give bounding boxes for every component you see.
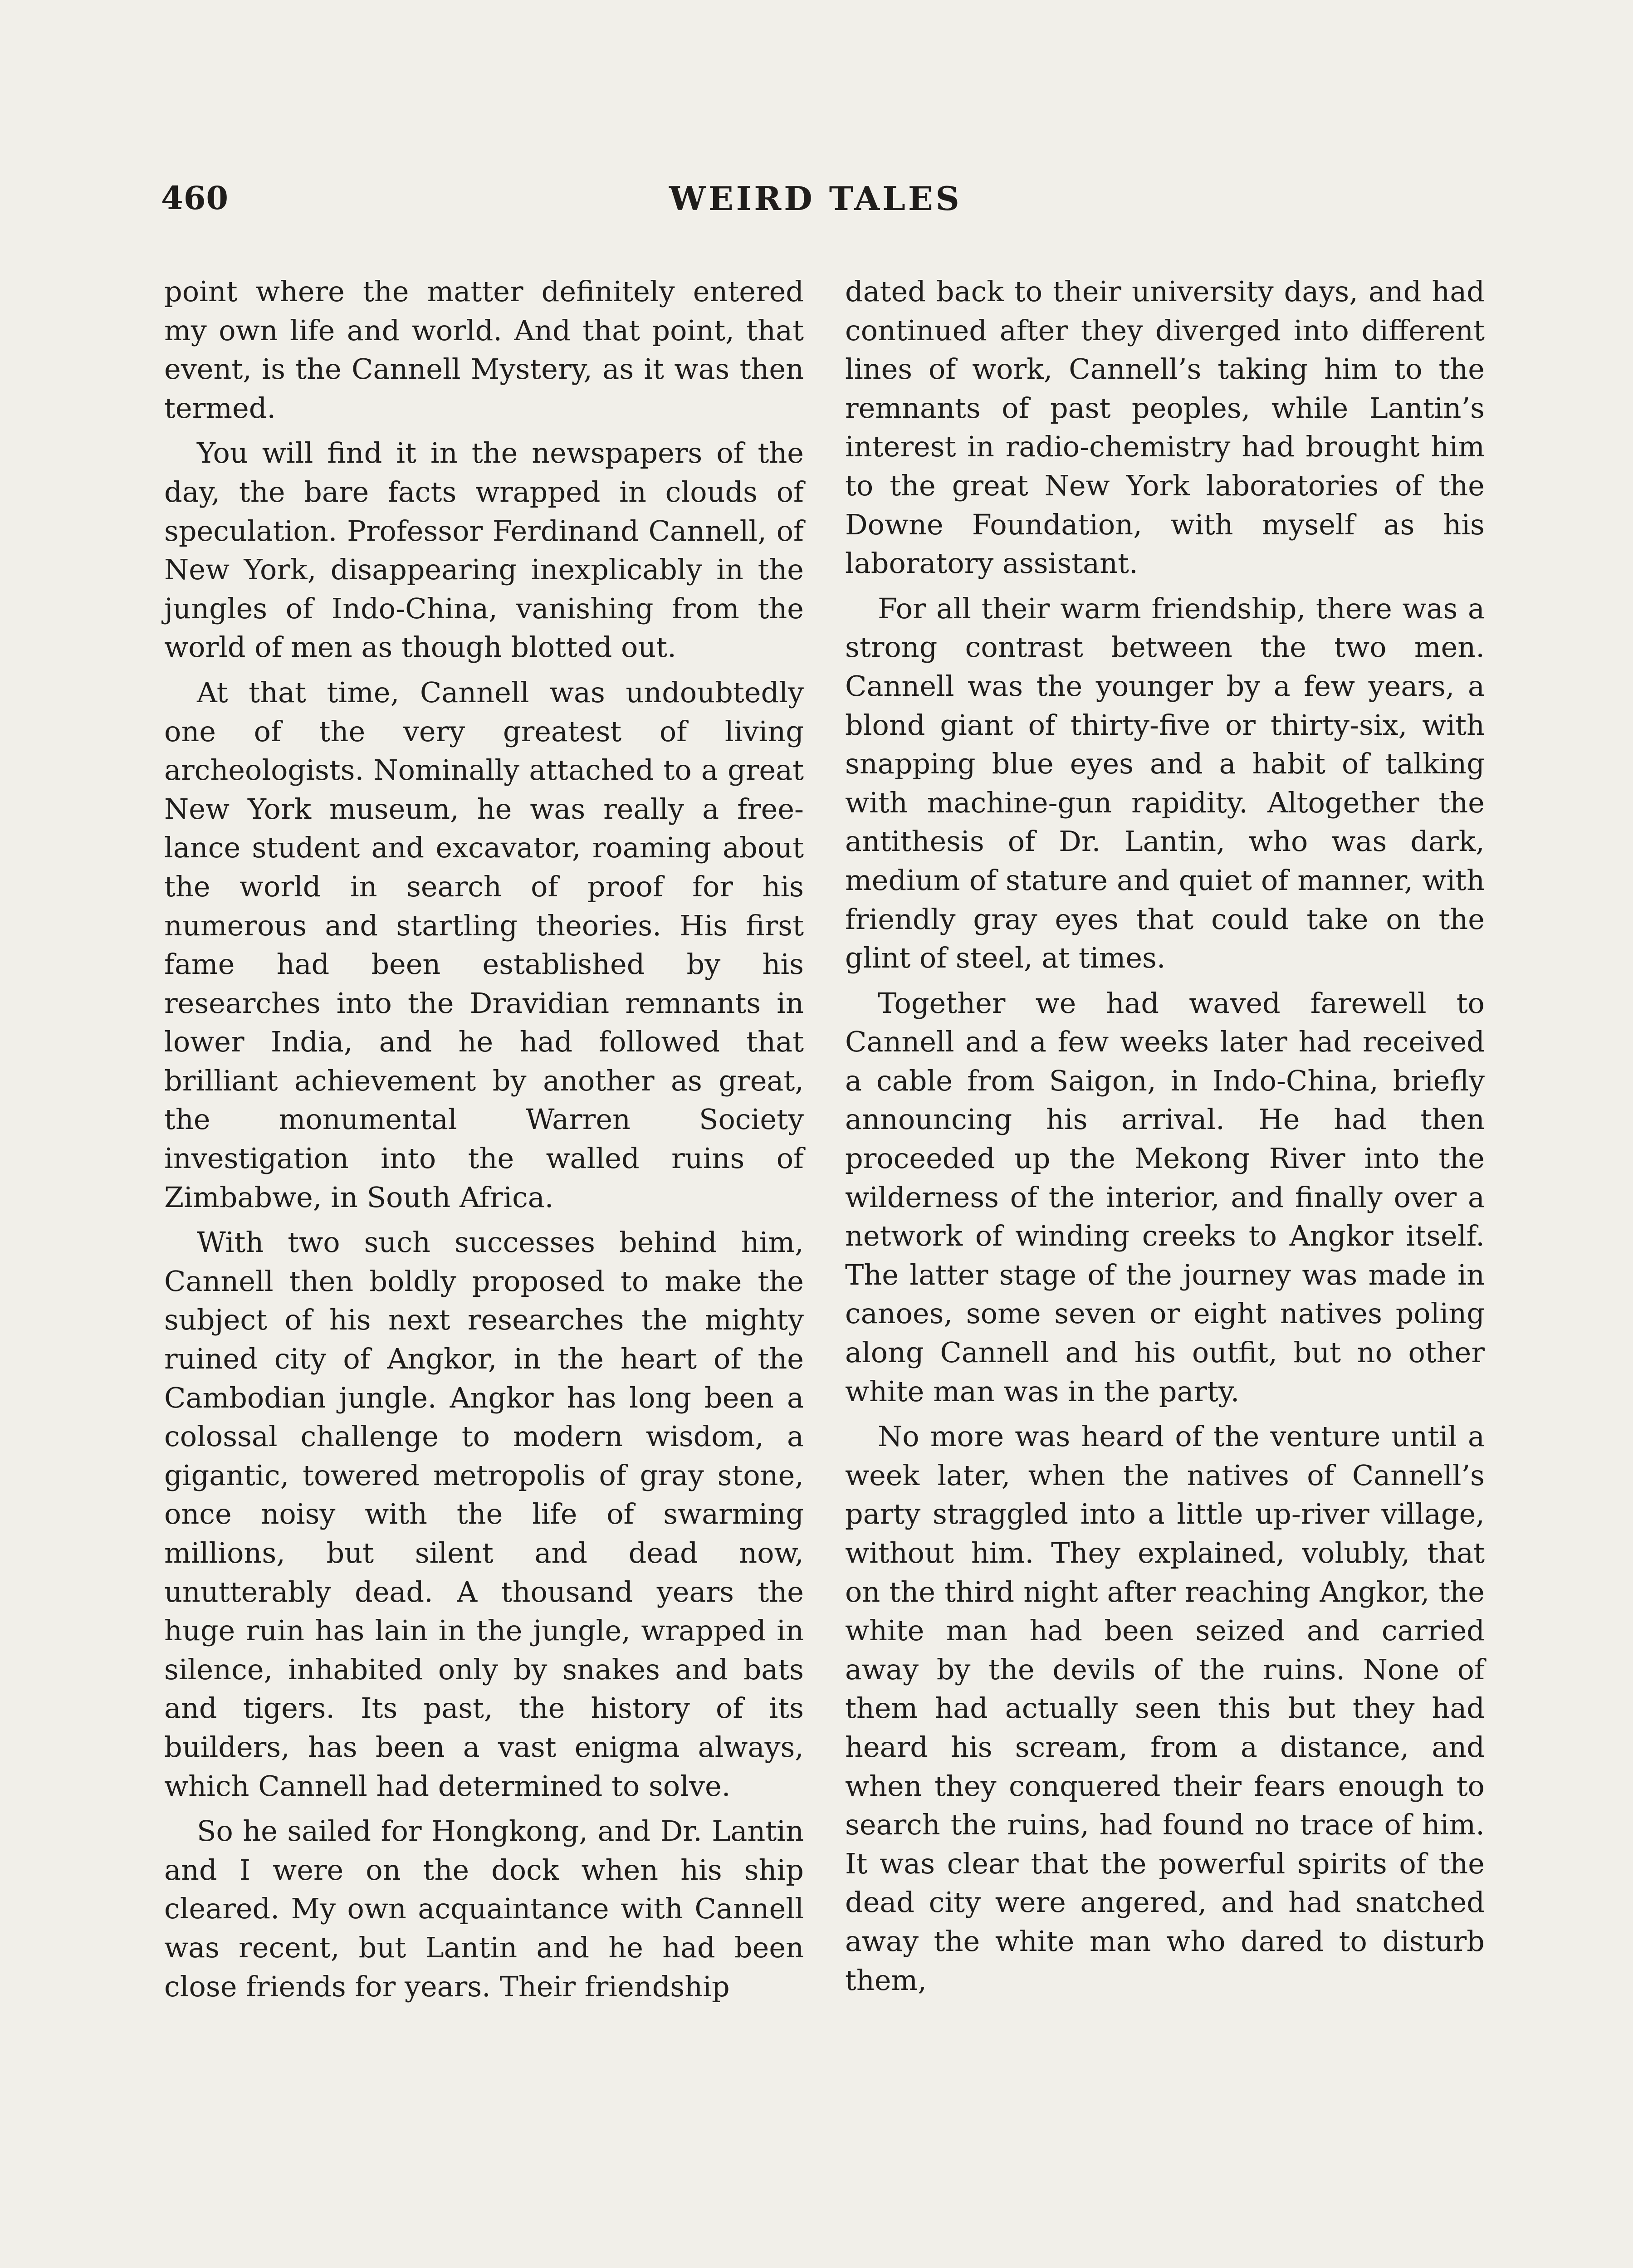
paragraph: No more was heard of the venture until a week later, when the natives of Cannell’s party straggled into a little up-river village, without him. They explained, volubly, that on the third night after reaching Angkor, the white man had been seized and carried away by the devils of the ruins. None of them had actually seen this but they had heard his scream, from a distance, and when they conquered their fears enough to search the ruins, had found no trace of him. It was clear that the powerful spirits of the dead city were angered, and had snatched away the white man who dared to disturb them, bbox=[845, 1420, 1485, 1997]
left-column bbox=[164, 272, 804, 2012]
running-title: WEIRD TALES bbox=[669, 179, 962, 218]
page-header bbox=[161, 179, 1486, 229]
paragraph: You will find it in the newspapers of the day, the bare facts wrapped in clouds of speculation. Professor Ferdinand Cannell, of New York, disappearing inexplicably in the jungles of Indo-China, vanishing from the world of men as though blotted out. bbox=[164, 436, 804, 664]
paragraph: point where the matter definitely entered my own life and world. And that point, that event, is the Cannell Mystery, as it was then termed. bbox=[164, 275, 804, 425]
paragraph: For all their warm friendship, there was a strong contrast between the two men. Cannell was the younger by a few years, a blond giant of thirty-five or thirty-six, with snapping blue eyes and a habit of talking with machine-gun rapidity. Altogether the antithesis of Dr. Lantin, who was dark, medium of stature and quiet of manner, with friendly gray eyes that could take on the glint of steel, at times. bbox=[845, 591, 1485, 975]
paragraph: Together we had waved farewell to Cannell and a few weeks later had received a cable from Saigon, in Indo-China, briefly announcing his arrival. He had then proceeded up the Mekong River into the wilderness of the interior, and finally over a network of winding creeks to Angkor itself. The latter stage of the journey was made in canoes, some seven or eight natives poling along Cannell and his outfit, but no other white man was in the party. bbox=[845, 986, 1485, 1408]
paragraph: At that time, Cannell was undoubtedly one of the very greatest of living archeologists. Nominally attached to a great New York museum, he was really a free-lance student and excavator, roaming about the world in search of proof for his numerous and startling theories. His first fame had been established by his researches into the Dravidian remnants in lower India, and he had followed that brilliant achievement by another as great, the monumental Warren Society investigation into the walled ruins of Zimbabwe, in South Africa. bbox=[164, 675, 804, 1214]
paragraph: So he sailed for Hongkong, and Dr. Lantin and I were on the dock when his ship cleared. My own acquaintance with Cannell was recent, but Lantin and he had been close friends for years. Their friendship bbox=[164, 1814, 804, 2003]
paragraph: With two such successes behind him, Cannell then boldly proposed to make the subject of his next researches the mighty ruined city of Angkor, in the heart of the Cambodian jungle. Angkor has long been a colossal challenge to modern wisdom, a gigantic, towered metropolis of gray stone, once noisy with the life of swarming millions, but silent and dead now, unutterably dead. A thousand years the huge ruin has lain in the jungle, wrapped in silence, inhabited only by snakes and bats and tigers. Its past, the history of its builders, has been a vast enigma always, which Cannell had determined to solve. bbox=[164, 1226, 804, 1803]
paragraph: dated back to their university days, and had continued after they diverged into different lines of work, Cannell’s taking him to the remnants of past peoples, while Lantin’s interest in radio-chemistry had brought him to the great New York laboratories of the Downe Foundation, with myself as his laboratory assistant. bbox=[845, 275, 1485, 580]
page-number: 460 bbox=[161, 179, 229, 217]
right-column bbox=[845, 272, 1485, 2006]
